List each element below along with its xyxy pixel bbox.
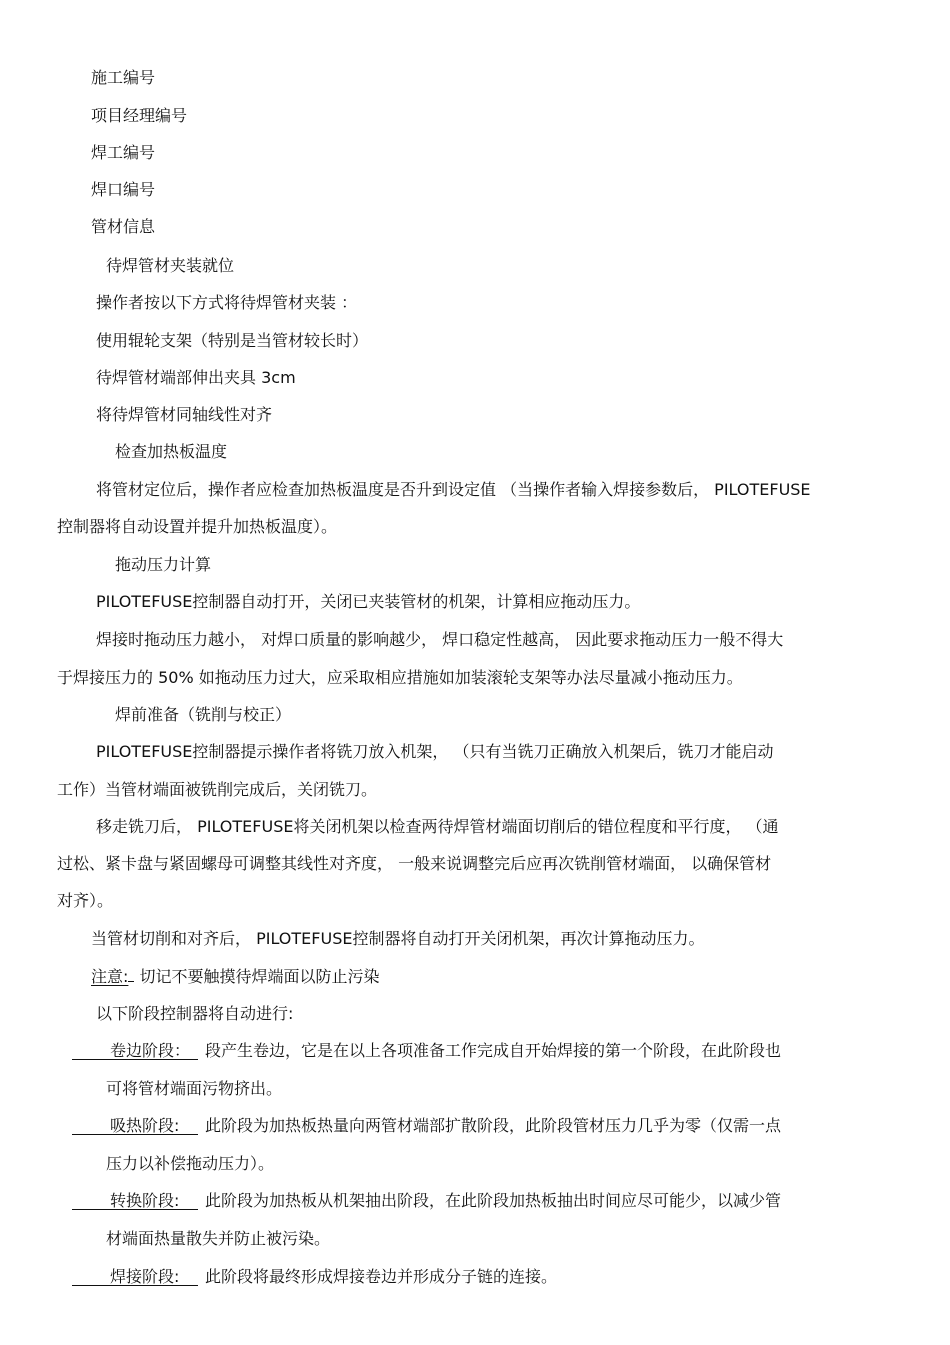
note-label: 注意: (91, 967, 129, 986)
clamp-item-2: 待焊管材端部伸出夹具 3cm (96, 368, 296, 387)
stage-3-line-1: 此阶段为加热板从机架抽出阶段，在此阶段加热板抽出时间应尽可能少，以减少管 (205, 1191, 782, 1210)
heading-clamp: 待焊管材夹装就位 (106, 256, 235, 275)
clamp-intro: 操作者按以下方式将待焊管材夹装 ： (96, 293, 358, 312)
prep-para-1-line-2: 工作）当管材端面被铣削完成后，关闭铣刀。 (57, 780, 378, 799)
prep-para-2-line-1: 移走铣刀后， PILOTEFUSE将关闭机架以检查两待焊管材端面切削后的错位程度和平行度， （通 (96, 817, 779, 836)
clamp-item-1: 使用辊轮支架（特别是当管材较长时） (96, 331, 369, 350)
auto-intro: 以下阶段控制器将自动进行: (96, 1004, 294, 1023)
field-construction-no: 施工编号 (91, 68, 156, 87)
stage-4-line-1: 此阶段将最终形成焊接卷边并形成分子链的连接。 (205, 1267, 558, 1286)
stage-2-line-2: 压力以补偿拖动压力）。 (106, 1154, 275, 1173)
heater-para-line-1: 将管材定位后，操作者应检查加热板温度是否升到设定值 （当操作者输入焊接参数后， PILOTEFUSE (96, 480, 811, 499)
stage-2-label: 吸热阶段: (110, 1116, 180, 1135)
heater-para-line-2: 控制器将自动设置并提升加热板温度）。 (57, 517, 338, 536)
heading-heater: 检查加热板温度 (115, 442, 228, 461)
note-label-tail (128, 966, 134, 982)
note-text: 切记不要触摸待焊端面以防止污染 (139, 967, 380, 986)
stage-3-line-2: 材端面热量散失并防止被污染。 (106, 1229, 331, 1248)
clamp-item-3: 将待焊管材同轴线性对齐 (96, 405, 273, 424)
field-pipe-info: 管材信息 (91, 217, 156, 236)
stage-2-line-1: 此阶段为加热板热量向两管材端部扩散阶段，此阶段管材压力几乎为零（仅需一点 (205, 1116, 782, 1135)
stage-4-label: 焊接阶段: (110, 1267, 180, 1286)
prep-para-3: 当管材切削和对齐后， PILOTEFUSE控制器将自动打开关闭机架，再次计算拖动压力。 (91, 929, 705, 948)
prep-para-2-line-3: 对齐）。 (57, 891, 114, 910)
drag-para-2-line-2: 于焊接压力的 50% 如拖动压力过大，应采取相应措施如加装滚轮支架等办法尽量减小拖动压力。 (57, 668, 743, 687)
prep-para-1-line-1: PILOTEFUSE控制器提示操作者将铣刀放入机架， （只有当铣刀正确放入机架后，铣刀才能启动 (96, 742, 774, 761)
stage-1-line-2: 可将管材端面污物挤出。 (106, 1079, 283, 1098)
field-welder-no: 焊工编号 (91, 143, 156, 162)
field-joint-no: 焊口编号 (91, 180, 156, 199)
stage-1-line-1: 段产生卷边，它是在以上各项准备工作完成自开始焊接的第一个阶段，在此阶段也 (205, 1041, 782, 1060)
stage-1-label: 卷边阶段： (110, 1041, 191, 1060)
field-pm-no: 项目经理编号 (91, 106, 188, 125)
heading-prep: 焊前准备（铣削与校正） (115, 705, 292, 724)
drag-para-1: PILOTEFUSE控制器自动打开，关闭已夹装管材的机架，计算相应拖动压力。 (96, 592, 641, 611)
stage-3-label: 转换阶段: (110, 1191, 180, 1210)
prep-para-2-line-2: 过松、紧卡盘与紧固螺母可调整其线性对齐度， 一般来说调整完后应再次铣削管材端面， 以确保管材 (57, 854, 772, 873)
drag-para-2-line-1: 焊接时拖动压力越小， 对焊口质量的影响越少， 焊口稳定性越高， 因此要求拖动压力一般不得大 (96, 630, 784, 649)
heading-drag: 拖动压力计算 (115, 555, 212, 574)
note (91, 966, 380, 987)
